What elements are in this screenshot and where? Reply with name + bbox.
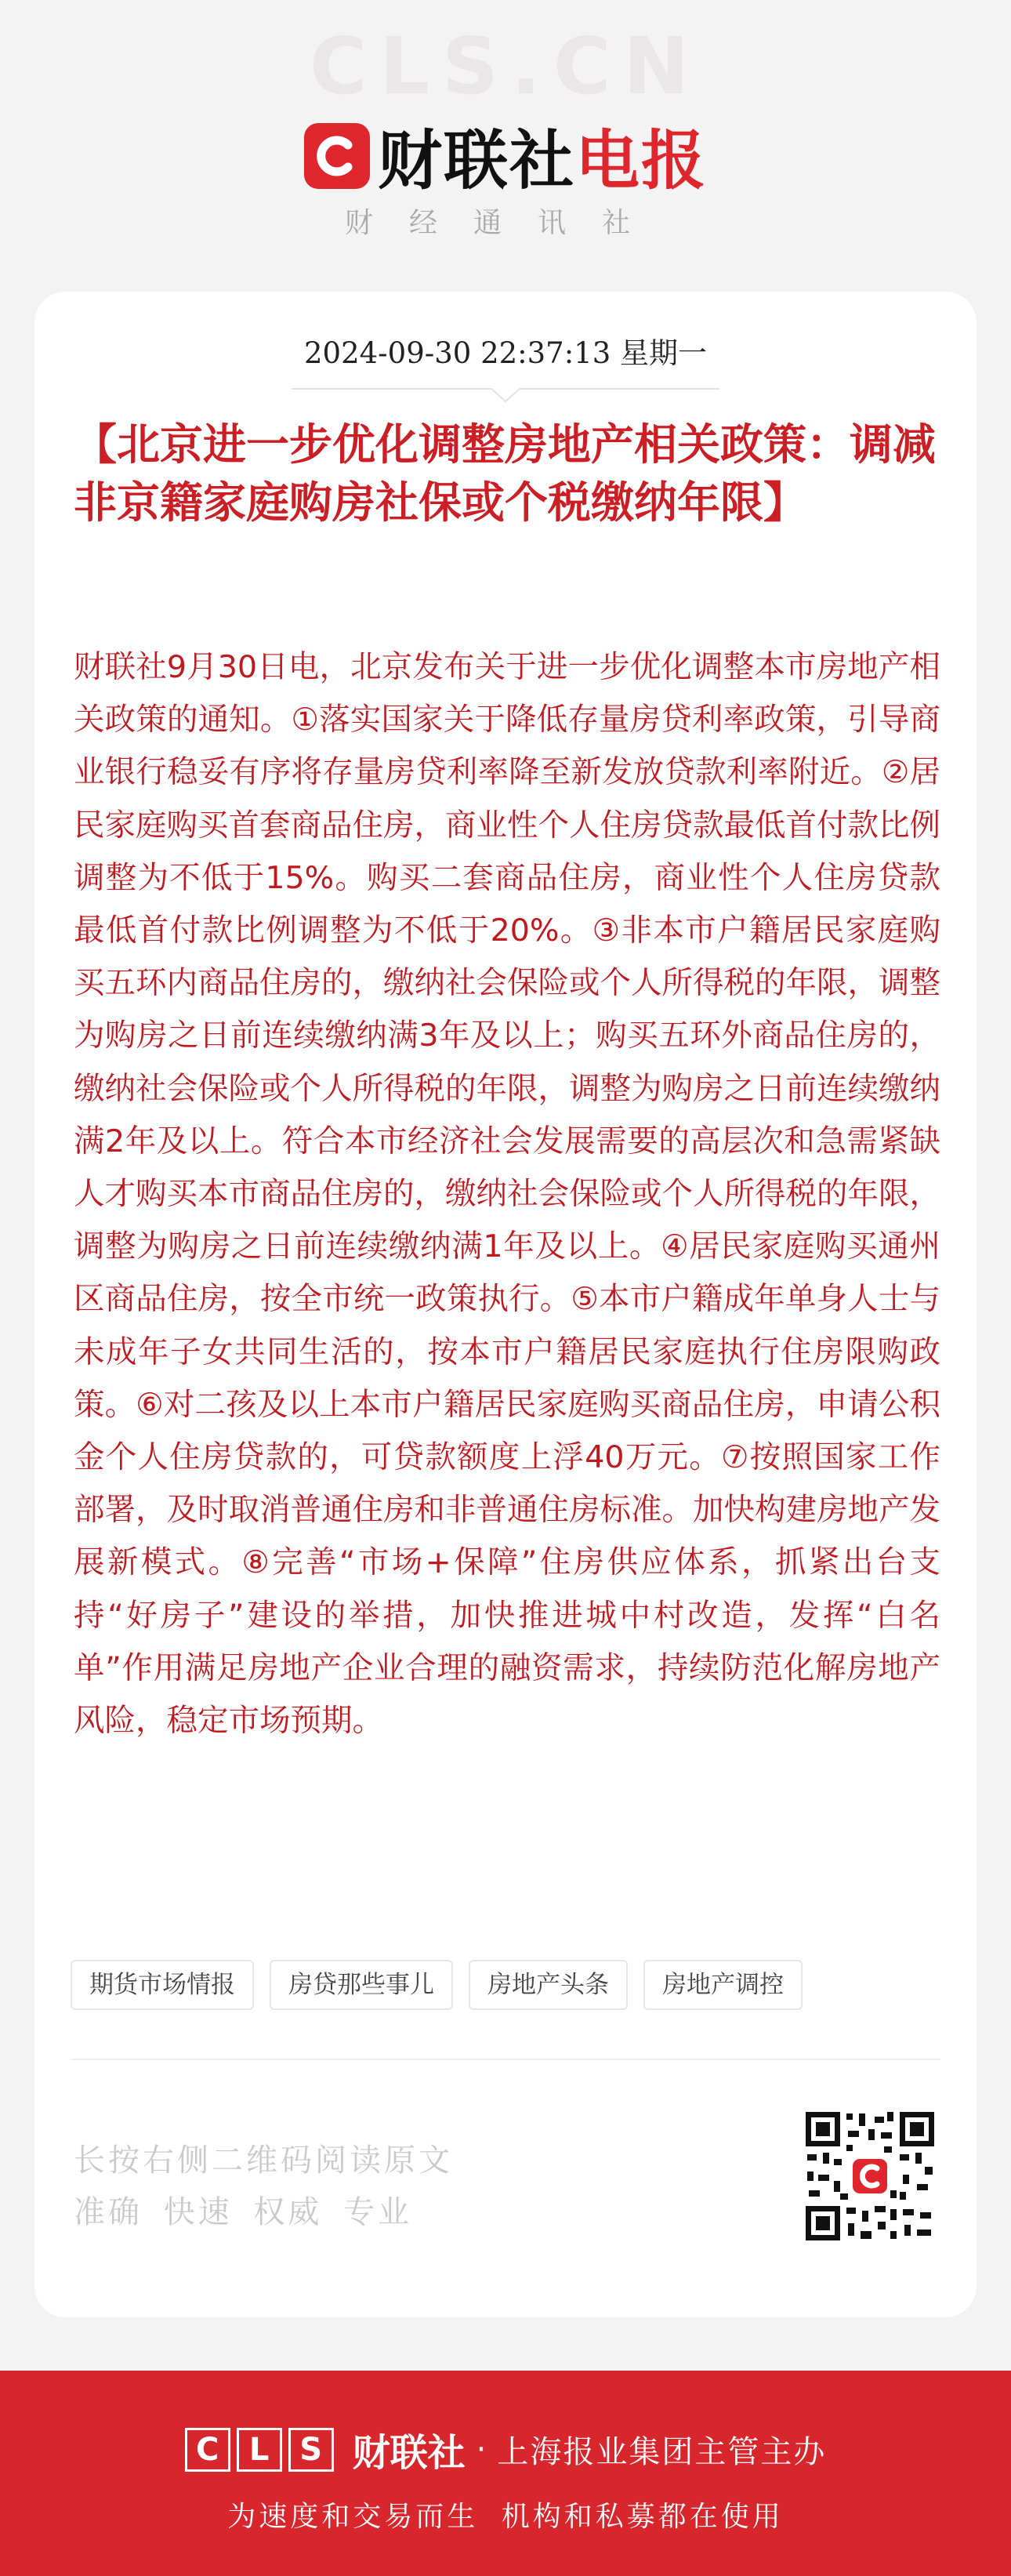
tag-item[interactable]: 房地产调控: [643, 1960, 803, 2010]
article-title: 【北京进一步优化调整房地产相关政策：调减非京籍家庭购房社保或个税缴纳年限】: [74, 419, 937, 528]
footer-separator: ·: [476, 2431, 487, 2468]
footer-tagline: 为速度和交易而生 机构和私募都在使用: [227, 2501, 784, 2533]
footer-brand-row: [0, 2422, 1011, 2476]
tag-item[interactable]: 房地产头条: [469, 1960, 628, 2010]
date-underline-pointer: [292, 383, 719, 406]
brand-logo: [0, 110, 1011, 201]
watermark-text: CLS.CN: [309, 20, 702, 112]
brand-telegraph: 电报: [575, 124, 708, 198]
cls-c-logo-icon: [304, 123, 370, 189]
qr-code-icon[interactable]: [803, 2109, 937, 2244]
footer-organization: 上海报业集团主管主办: [497, 2434, 827, 2470]
cls-letter-box: C: [185, 2428, 230, 2472]
cls-letter-box: L: [237, 2428, 282, 2472]
tag-item[interactable]: 房贷那些事儿: [270, 1960, 453, 2010]
slogan-text: 准确 快速 权威 专业: [74, 2194, 413, 2230]
tag-item[interactable]: 期货市场情报: [71, 1960, 254, 2010]
cls-letter-box: S: [288, 2428, 334, 2472]
brand-name: 财联社: [377, 124, 575, 198]
article-card: [34, 292, 977, 2317]
article-body: 财联社9月30日电，北京发布关于进一步优化调整本市房地产相关政策的通知。①落实国家关于降低存量房贷利率政策，引导商业银行稳妥有序将存量房贷利率降至新发放贷款利率附近。②居民家庭购买首套商品住房，商业性个人住房贷款最低首付款比例调整为不低于15%。购买二套商品住房，商业性个人住房贷款最低首付款比例调整为不低于20%。③非本市户籍居民家庭购买五环内商品住房的，缴纳社会保险或个人所得税的年限，调整为购房之日前连续缴纳满3年及以上；购买五环外商品住房的，缴纳社会保险或个人所得税的年限，调整为购房之日前连续缴纳满2年及以上。符合本市经济社会发展需要的高层次和急需紧缺人才购买本市商品住房的，缴纳社会保险或个人所得税的年限，调整为购房之日前连续缴纳满1年及以上。④居民家庭购买通州区商品住房，按全市统一政策执行。⑤本市户籍成年单身人士与未成年子女共同生活的，按本市户籍居民家庭执行住房限购政策。⑥对二孩及以上本市户籍居民家庭购买商品住房，申请公积金个人住房贷款的，可贷款额度上浮40万元。⑦按照国家工作部署，及时取消普通住房和非普通住房标准。加快构建房地产发展新模式。⑧完善“市场+保障”住房供应体系，抓紧出台支持“好房子”建设的举措，加快推进城中村改造，发挥“白名单”作用满足房地产企业合理的融资需求，持续防范化解房地产风险，稳定市场预期。: [74, 649, 940, 1740]
article-datetime: 2024-09-30 22:37:13 星期一: [303, 336, 708, 370]
tag-list: [71, 1960, 803, 2010]
divider: [71, 2059, 940, 2060]
qr-hint-text: 长按右侧二维码阅读原文: [74, 2142, 453, 2179]
brand-subtitle: 财经通讯社: [344, 207, 666, 239]
footer-brand-name: 财联社: [352, 2431, 466, 2475]
footer-banner: [0, 2371, 1011, 2576]
